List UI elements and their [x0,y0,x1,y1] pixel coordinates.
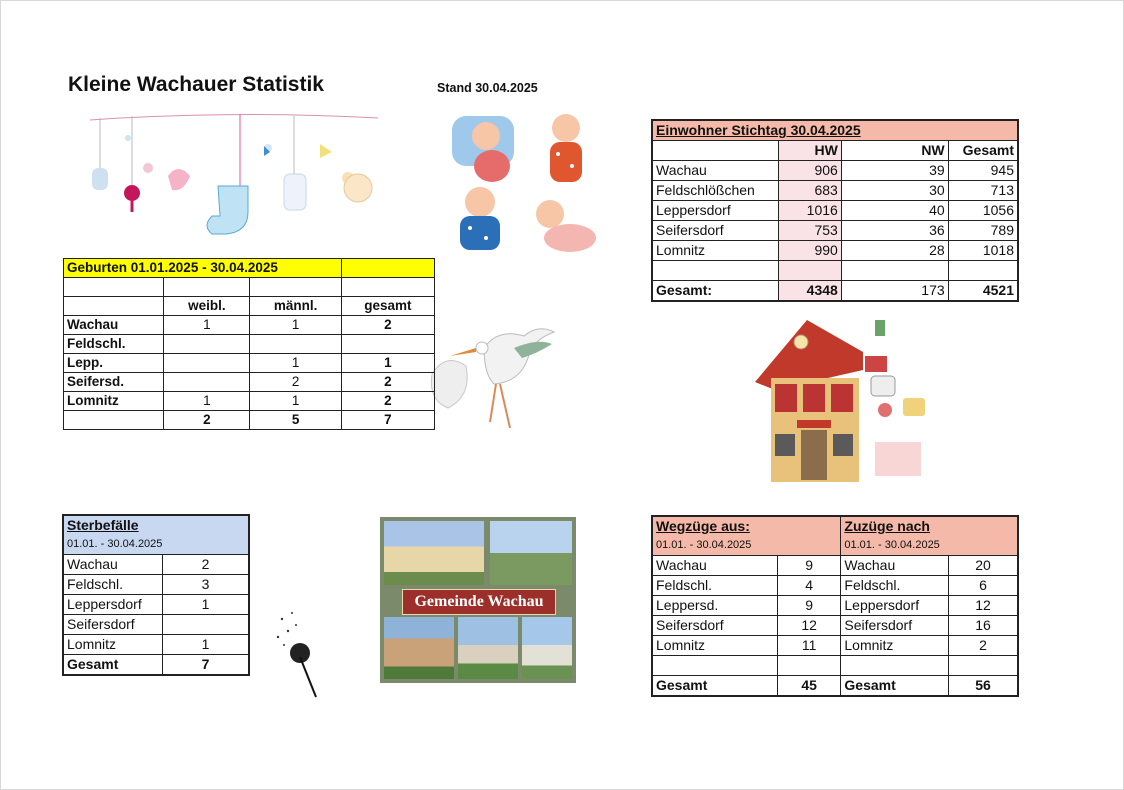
table-row: Wachau 9 Wachau 20 [652,556,1018,576]
house-illustration [745,312,945,484]
stand-date: Stand 30.04.2025 [437,81,538,95]
table-row: Feldschl. 4 Feldschl. 6 [652,576,1018,596]
table-row: Leppersdorf 1016 40 1056 [652,201,1018,221]
births-sum-row: 2 5 7 [64,411,435,430]
births-table [63,258,435,430]
inhabitants-col-total: Gesamt [948,141,1018,161]
table-row: Lepp. 1 1 [64,354,435,373]
table-row: Lomnitz 990 28 1018 [652,241,1018,261]
postcard-photo-church [458,617,518,679]
table-row: Wachau 906 39 945 [652,161,1018,181]
inhabitants-col-hw: HW [779,141,842,161]
page-title: Kleine Wachauer Statistik [68,73,324,96]
table-row: Seifersdorf 753 36 789 [652,221,1018,241]
moves-in-title: Zuzüge nach [841,516,1018,536]
table-row: Seifersdorf [63,615,249,635]
table-row: Wachau 1 1 2 [64,316,435,335]
births-col-female: weibl. [164,297,250,316]
table-row: Leppersd. 9 Leppersdorf 12 [652,596,1018,616]
births-col-male: männl. [250,297,341,316]
moves-out-period: 01.01. - 30.04.2025 [652,536,841,556]
births-title: Geburten 01.01.2025 - 30.04.2025 [64,259,342,278]
moves-in-period: 01.01. - 30.04.2025 [841,536,1018,556]
babies-illustration [448,110,608,260]
postcard-photo-castle [384,521,484,585]
postcard-title: Gemeinde Wachau [402,589,556,615]
deaths-title: Sterbefälle [63,515,249,535]
table-row: Feldschlößchen 683 30 713 [652,181,1018,201]
moves-table [651,515,1019,697]
table-row: Leppersdorf 1 [63,595,249,615]
inhabitants-col-nw: NW [841,141,948,161]
table-row: Feldschl. 3 [63,575,249,595]
postcard-photo-village [522,617,572,679]
postcard-photo-building [384,617,454,679]
postcard-photo-lake [490,521,572,585]
moves-out-title: Wegzüge aus: [652,516,841,536]
inhabitants-title: Einwohner Stichtag 30.04.2025 [652,120,1018,141]
stork-illustration [428,318,558,438]
dandelion-illustration [270,605,330,700]
inhabitants-table [651,119,1019,302]
births-col-total: gesamt [341,297,434,316]
table-row: Seifersd. 2 2 [64,373,435,392]
moves-sum-row: Gesamt 45 Gesamt 56 [652,676,1018,697]
baby-clothesline-illustration [88,108,380,248]
table-row: Lomnitz 1 1 2 [64,392,435,411]
table-row: Feldschl. [64,335,435,354]
table-row: Lomnitz 1 [63,635,249,655]
table-row: Lomnitz 11 Lomnitz 2 [652,636,1018,656]
table-row: Seifersdorf 12 Seifersdorf 16 [652,616,1018,636]
deaths-table [62,514,250,676]
deaths-sum-row: Gesamt 7 [63,655,249,676]
table-row: Wachau 2 [63,555,249,575]
deaths-period: 01.01. - 30.04.2025 [63,535,249,555]
gemeinde-wachau-postcard [380,517,576,683]
inhabitants-sum-row: Gesamt: 4348 173 4521 [652,281,1018,302]
